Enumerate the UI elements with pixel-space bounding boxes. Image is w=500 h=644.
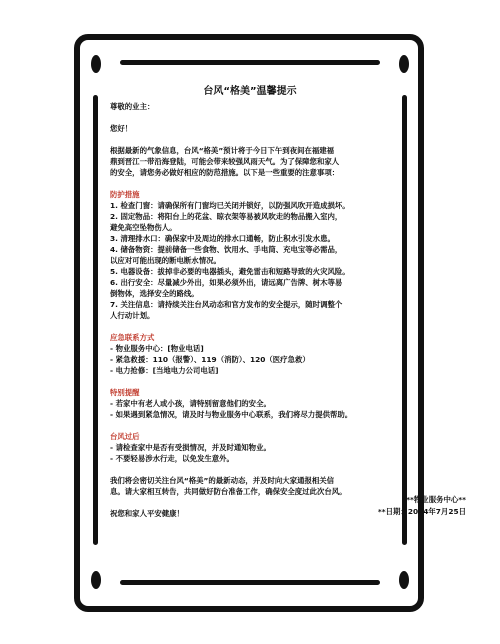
intro-line: 鼎到晋江一带沿海登陆，可能会带来较强风雨天气。为了保障您和家人 xyxy=(110,157,340,166)
list-item: 人行动计划。 xyxy=(110,311,155,320)
section-heading-contacts: 应急联系方式 xyxy=(110,333,155,342)
signature-org: **物业服务中心** xyxy=(406,495,466,504)
section-heading-reminder: 特别提醒 xyxy=(110,388,140,397)
list-item: 3. 清理排水口：确保家中及周边的排水口通畅，防止积水引发水患。 xyxy=(110,234,335,243)
list-item: 7. 关注信息：请持续关注台风动态和官方发布的安全提示，随时调整个 xyxy=(110,300,343,309)
list-item: 1. 检查门窗：请确保所有门窗均已关闭并锁好，以防强风吹开造成损坏。 xyxy=(110,201,350,210)
list-item: - 紧急救援：110（报警）、119（消防）、120（医疗急救） xyxy=(110,355,310,364)
list-item: - 若家中有老人或小孩，请特别留意他们的安全。 xyxy=(110,399,271,408)
frame-top-bar xyxy=(120,60,380,65)
list-item: 倒物体，选择安全的路线。 xyxy=(110,289,199,298)
hello: 您好！ xyxy=(110,124,133,133)
list-item: - 请检查家中是否有受损情况，并及时通知物业。 xyxy=(110,443,271,452)
corner-ornament-icon xyxy=(394,52,414,76)
list-item: 以应对可能出现的断电断水情况。 xyxy=(110,256,221,265)
list-item: - 不要轻易涉水行走，以免发生意外。 xyxy=(110,454,234,463)
closing-line: 我们将会密切关注台风“格美”的最新动态，并及时向大家通报相关信 xyxy=(110,476,335,485)
wish-line: 祝您和家人平安健康！ xyxy=(110,509,184,518)
list-item: 6. 出行安全：尽量减少外出，如果必须外出，请远离广告牌、树木等易 xyxy=(110,278,343,287)
corner-ornament-icon xyxy=(86,52,106,76)
greeting: 尊敬的业主： xyxy=(110,102,155,111)
section-heading-protection: 防护措施 xyxy=(110,190,140,199)
list-item: 5. 电器设备：拔掉非必要的电器插头，避免雷击和短路导致的火灾风险。 xyxy=(110,267,350,276)
list-item: 2. 固定物品：将阳台上的花盆、晾衣架等易被风吹走的物品搬入室内， xyxy=(110,212,343,221)
intro-line: 的安全，请您务必做好相应的防范措施。以下是一些重要的注意事项： xyxy=(110,168,340,177)
intro-line: 根据最新的气象信息，台风“格美”预计将于今日下午到夜间在福建福 xyxy=(110,146,335,155)
signature-block xyxy=(378,494,466,518)
list-item: - 电力抢修：[当地电力公司电话] xyxy=(110,366,219,375)
closing-line: 息。请大家相互转告，共同做好防台准备工作，确保安全度过此次台风。 xyxy=(110,487,347,496)
section-heading-aftermath: 台风过后 xyxy=(110,432,140,441)
corner-ornament-icon xyxy=(86,568,106,592)
frame-right-bar xyxy=(402,95,407,545)
corner-ornament-icon xyxy=(394,568,414,592)
list-item: 4. 储备物资：提前储备一些食物、饮用水、手电筒、充电宝等必需品， xyxy=(110,245,343,254)
frame-bottom-bar xyxy=(120,580,380,585)
page-title: 台风“格美”温馨提示 xyxy=(203,86,297,97)
signature-date: **日期：2024年7月25日 xyxy=(377,507,466,516)
list-item: - 物业服务中心：[物业电话] xyxy=(110,344,204,353)
notice-content xyxy=(110,86,390,519)
frame-left-bar xyxy=(93,95,98,545)
list-item: 避免高空坠物伤人。 xyxy=(110,223,177,232)
list-item: - 如果遇到紧急情况，请及时与物业服务中心联系，我们将尽力提供帮助。 xyxy=(110,410,353,419)
